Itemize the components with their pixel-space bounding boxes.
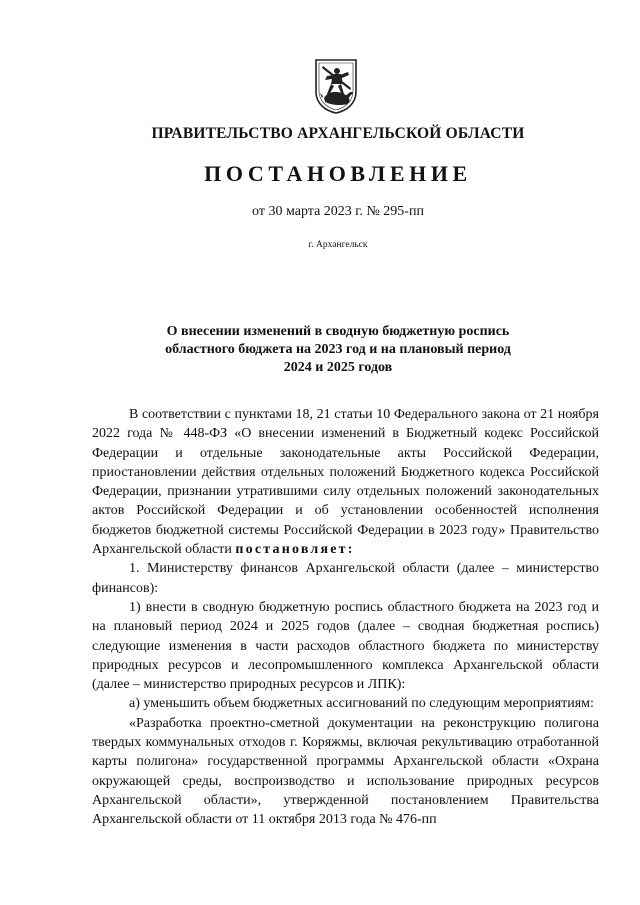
subject-line: О внесении изменений в сводную бюджетную роспись xyxy=(166,324,510,339)
document-type: ПОСТАНОВЛЕНИЕ xyxy=(204,161,472,186)
arkhangelsk-coat-of-arms-icon xyxy=(313,58,359,114)
item-paragraph: а) уменьшить объем бюджетных ассигнований по следующим мероприятиям: xyxy=(129,696,594,712)
subject-line: 2024 и 2025 годов xyxy=(283,360,393,375)
decrees-colon: : xyxy=(347,542,353,558)
preamble-paragraph xyxy=(92,405,599,559)
document-date-number: от 30 марта 2023 г. № 295-пп xyxy=(252,204,424,219)
document-subject xyxy=(0,323,640,377)
government-title: ПРАВИТЕЛЬСТВО АРХАНГЕЛЬСКОЙ ОБЛАСТИ xyxy=(151,125,525,142)
quote-paragraph: «Разработка проектно-сметной документации на реконструкцию полигона твердых коммунальных отходов г. Коряжмы, включая рекультивацию отработанной карты полигона» государственной программы Архангельской области «Охрана окружающей среды, воспроизводство и использование природных ресурсов Архангельской области», утвержденной постановлением Правительства Архангельской области от 11 октября 2013 года № 476-пп xyxy=(92,715,599,828)
document-body xyxy=(92,405,599,830)
subject-line: областного бюджета на 2023 год и на плановый период xyxy=(165,342,511,357)
item-paragraph: 1) внести в сводную бюджетную роспись областного бюджета на 2023 год и на плановый период 2024 и 2025 годов (далее – сводная бюджетная роспись) следующие изменения в части расходов областного бюджета по министерству природных ресурсов и лесопромышленного комплекса Архангельской области (далее – министерство природных ресурсов и ЛПК): xyxy=(92,599,599,693)
preamble-text: В соответствии с пунктами 18, 21 статьи 10 Федерального закона от 21 ноября 2022 года № 448-ФЗ «О внесении изменений в Бюджетный кодекс Российской Федерации и отдельные законодательные акты Российской Федерации, приостановлении действия отдельных положений Бюджетного кодекса Российской Федерации, признании утратившими силу отдельных положений законодательных актов Российской Федерации и об установлении особенностей исполнения бюджетов бюджетной системы Российской Федерации в 2023 году» Правительство Архангельской области xyxy=(92,407,599,558)
decrees-word: постановляет xyxy=(235,542,348,558)
item-paragraph: 1. Министерству финансов Архангельской области (далее – министерство финансов): xyxy=(92,561,599,596)
document-city: г. Архангельск xyxy=(308,240,368,250)
